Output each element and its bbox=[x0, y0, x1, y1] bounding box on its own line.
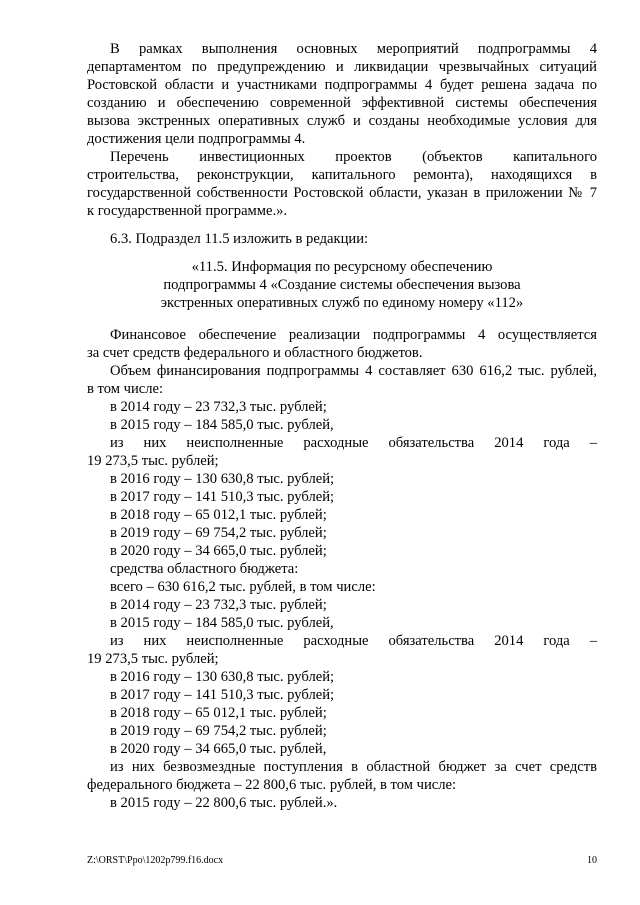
text-line: 19 273,5 тыс. рублей; bbox=[87, 453, 219, 469]
text-line: созданию и обеспечению современной эффективной системы обеспечения bbox=[87, 95, 597, 111]
list-item: в 2015 году – 184 585,0 тыс. рублей, bbox=[110, 417, 334, 433]
list-item: в 2016 году – 130 630,8 тыс. рублей; bbox=[110, 669, 335, 685]
text-line: из них безвозмездные поступления в областной бюджет за счет средств bbox=[110, 759, 597, 775]
list-item: в 2015 году – 22 800,6 тыс. рублей.». bbox=[110, 795, 338, 811]
list-item: в 2020 году – 34 665,0 тыс. рублей; bbox=[110, 543, 327, 559]
section-heading: подпрограммы 4 «Создание системы обеспечения вызова bbox=[163, 277, 521, 293]
text-line: Финансовое обеспечение реализации подпрограммы 4 осуществляется bbox=[110, 327, 597, 343]
text-line: В рамках выполнения основных мероприятий подпрограммы 4 bbox=[110, 41, 597, 57]
text-line: в том числе: bbox=[87, 381, 164, 397]
text-line: государственной собственности Ростовской области, указан в приложении № 7 bbox=[87, 185, 597, 201]
list-item: в 2018 году – 65 012,1 тыс. рублей; bbox=[110, 705, 327, 721]
list-item: в 2019 году – 69 754,2 тыс. рублей; bbox=[110, 723, 327, 739]
text-line: к государственной программе.». bbox=[87, 203, 288, 219]
text-line: вызова экстренных оперативных служб и созданы необходимые условия для bbox=[87, 113, 597, 129]
list-item: в 2017 году – 141 510,3 тыс. рублей; bbox=[110, 489, 335, 505]
text-line: из них неисполненные расходные обязательства 2014 года – bbox=[110, 435, 597, 451]
list-item: в 2019 году – 69 754,2 тыс. рублей; bbox=[110, 525, 327, 541]
footer-page-number: 10 bbox=[587, 855, 597, 866]
text-line: федерального бюджета – 22 800,6 тыс. рублей, в том числе: bbox=[87, 777, 457, 793]
text-line: 19 273,5 тыс. рублей; bbox=[87, 651, 219, 667]
list-item: в 2014 году – 23 732,3 тыс. рублей; bbox=[110, 597, 327, 613]
text-line: из них неисполненные расходные обязательства 2014 года – bbox=[110, 633, 597, 649]
list-item: средства областного бюджета: bbox=[110, 561, 299, 577]
text-line: Ростовской области и участниками подпрограммы 4 будет решена задача по bbox=[87, 77, 597, 93]
list-item: в 2014 году – 23 732,3 тыс. рублей; bbox=[110, 399, 327, 415]
text-line: Перечень инвестиционных проектов (объектов капитального bbox=[110, 149, 597, 165]
footer-file-path: Z:\ORST\Ppo\1202p799.f16.docx bbox=[87, 855, 224, 866]
section-heading: «11.5. Информация по ресурсному обеспечению bbox=[191, 259, 493, 275]
text-line: Объем финансирования подпрограммы 4 составляет 630 616,2 тыс. рублей, bbox=[110, 363, 597, 379]
text-line: строительства, реконструкции, капитального ремонта), находящихся в bbox=[87, 167, 597, 183]
list-item: всего – 630 616,2 тыс. рублей, в том числе: bbox=[110, 579, 376, 595]
list-item: в 2015 году – 184 585,0 тыс. рублей, bbox=[110, 615, 334, 631]
text-line: департаментом по предупреждению и ликвидации чрезвычайных ситуаций bbox=[87, 59, 597, 75]
list-item: в 2018 году – 65 012,1 тыс. рублей; bbox=[110, 507, 327, 523]
section-heading: экстренных оперативных служб по единому номеру «112» bbox=[160, 295, 524, 311]
text-line: 6.3. Подраздел 11.5 изложить в редакции: bbox=[110, 231, 369, 247]
text-line: за счет средств федерального и областного бюджетов. bbox=[87, 345, 423, 361]
list-item: в 2016 году – 130 630,8 тыс. рублей; bbox=[110, 471, 335, 487]
text-line: достижения цели подпрограммы 4. bbox=[87, 131, 306, 147]
list-item: в 2017 году – 141 510,3 тыс. рублей; bbox=[110, 687, 335, 703]
list-item: в 2020 году – 34 665,0 тыс. рублей, bbox=[110, 741, 327, 757]
